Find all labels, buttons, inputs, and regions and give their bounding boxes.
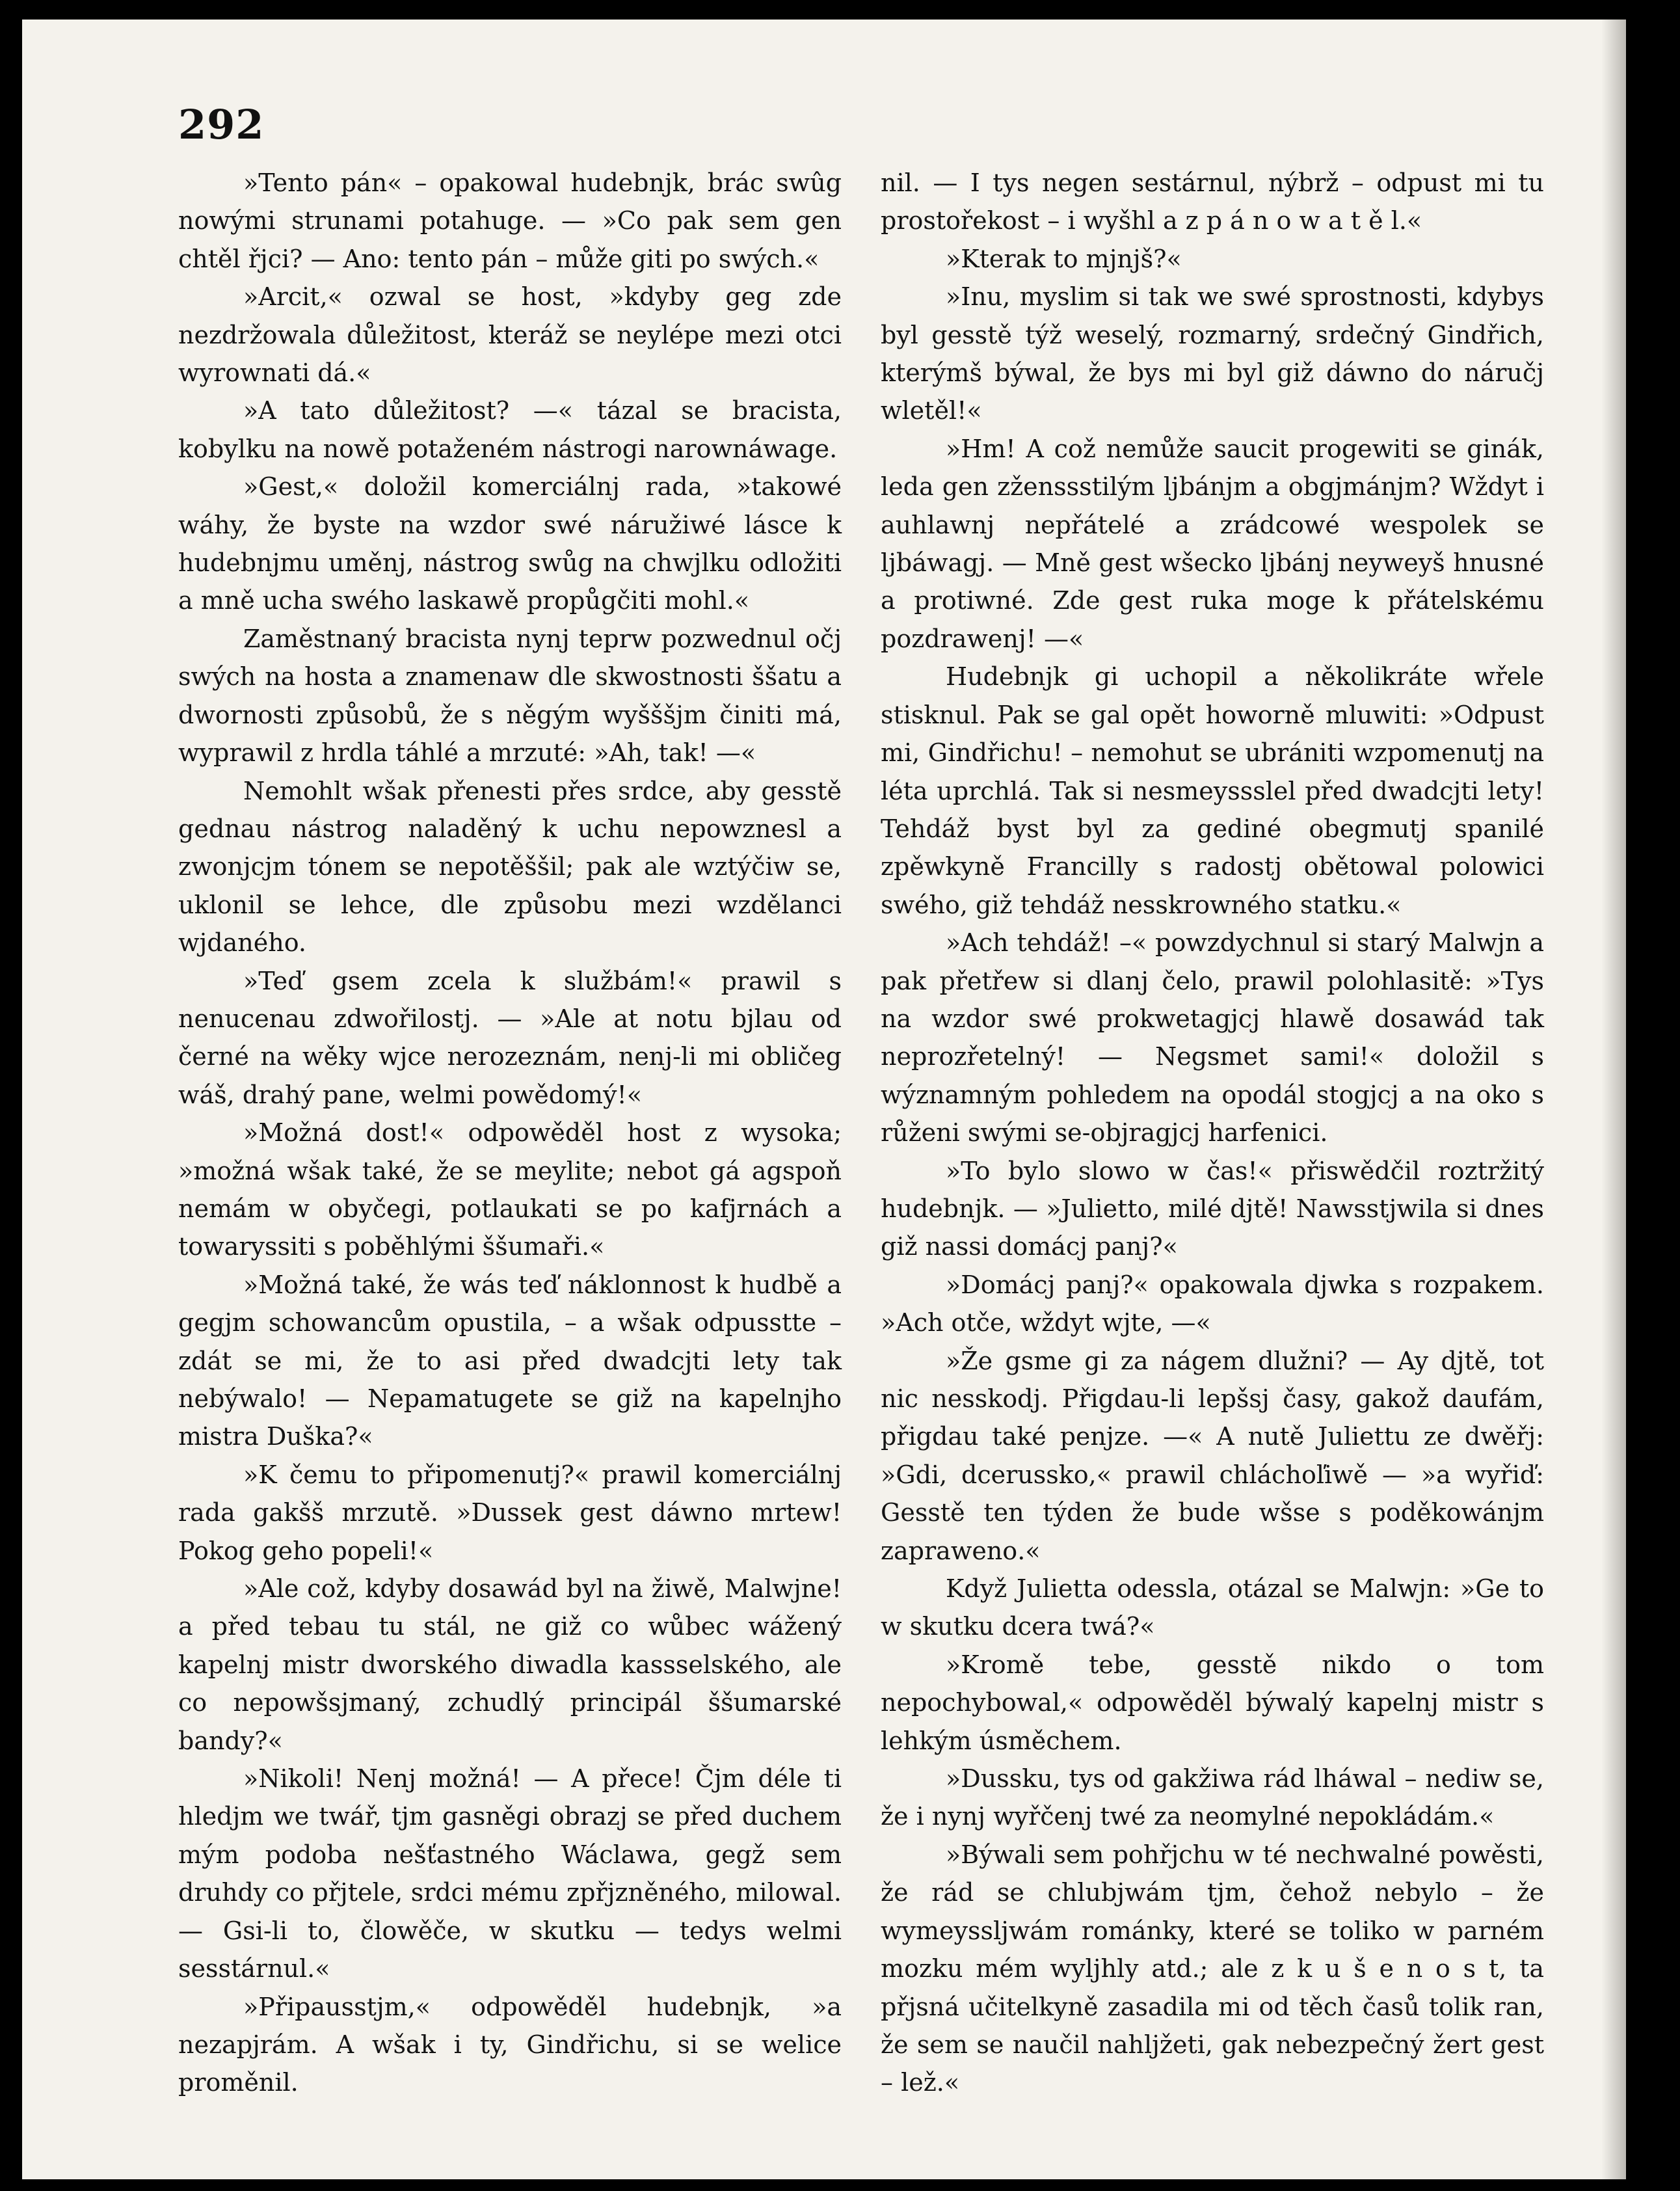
paragraph: »Nikoli! Nenj možná! — A přece! Čjm déle ti hledjm we twář, tjm gasněgi obrazj se před duchem mým podoba nešťastného Wáclawa, gegž sem druhdy co přjtele, srdci mému zpřjzněného, milowal. — Gsi-li to, člowěče, w skutku — tedys welmi sesstárnul.« [178,1764,842,1983]
paragraph: »A tato důležitost? —« tázal se bracista, kobylku na nowě potaženém nástrogi narownáwage. [178,396,842,463]
paragraph: »To bylo slowo w čas!« přiswědčil roztržitý hudebnjk. — »Julietto, milé djtě! Nawsstjwila si dnes giž nassi domácj panj?« [881,1156,1544,1261]
paragraph: »Možná dost!« odpowěděl host z wysoka; »možná wšak také, že se meylite; nebot gá agspoň nemám w obyčegi, potlaukati se po kafjrnách a towaryssiti s poběhlými ššumaři.« [178,1118,842,1261]
paragraph: »Arcit,« ozwal se host, »kdyby geg zde nezdržowala důležitost, kteráž se neylépe mezi otci wyrownati dá.« [178,282,842,388]
paragraph: »Dussku, tys od gakžiwa rád lháwal – nediw se, že i nynj wyřčenj twé za neomylné nepokládám.« [881,1764,1544,1831]
paragraph-continued: nil. — I tys negen sestárnul, nýbrž – odpust mi tu prostořekost – i wyšhl a z p á n o w a t ě l.« [881,168,1544,235]
paragraph: »Domácj panj?« opakowala djwka s rozpakem. »Ach otče, wždyt wjte, —« [881,1270,1544,1337]
paragraph: Zaměstnaný bracista nynj teprw pozwednul očj swých na hosta a znamenaw dle skwostnosti ššatu a dwornosti způsobů, že s něgým wyšššjm činiti má, wyprawil z hrdla táhlé a mrzuté: »Ah, tak! —« [178,624,842,768]
paragraph: »Hm! A což nemůže saucit progewiti se ginák, leda gen zženssstilým ljbánjm a obgjmánjm? Wždyt i auhlawnj nepřátelé a zrádcowé wespolek se ljbáwagj. — Mně gest wšecko ljbánj neyweyš hnusné a protiwné. Zde gest ruka moge k přátelskému pozdrawenj! —« [881,434,1544,653]
paragraph: »Kromě tebe, gesstě nikdo o tom nepochybowal,« odpowěděl býwalý kapelnj mistr s lehkým úsměchem. [881,1650,1544,1755]
paragraph: »Býwali sem pohřjchu w té nechwalné powěsti, že rád se chlubjwám tjm, čehož nebylo – že wymeyssljwám románky, které se toliko w parném mozku mém wyljhly atd.; ale z k u š e n o s t, ta přjsná učitelkyně zasadila mi od těch časů tolik ran, že sem se naučil nahljžeti, gak nebezpečný žert gest – lež.« [881,1840,1544,2097]
paragraph: Když Julietta odessla, otázal se Malwjn: »Ge to w skutku dcera twá?« [881,1574,1544,1641]
page-number: 292 [178,101,265,148]
paragraph: »Že gsme gi za nágem dlužni? — Ay djtě, tot nic nesskodj. Přigdau-li lepšsj časy, gakož daufám, přigdau také penjze. —« A nutě Juliettu ze dwěřj: »Gdi, dcerussko,« prawil chláchoľiwě — »a wyřiď: Gesstě ten týden že bude wšse s poděkowánjm zaprawenо.« [881,1346,1544,1565]
paragraph: Hudebnjk gi uchopil a několikráte wřele stisknul. Pak se gal opět howorně mluwiti: »Odpust mi, Gindřichu! – nemohut se ubrániti wzpomenutj na léta uprchlá. Tak si nesmeyssslel před dwadcjti lety! Tehdáž byst byl za gediné obegmutj spanilé zpěwkyně Francilly s radostj obětowal polowici swého, giž tehdáž nesskrowného statku.« [881,662,1544,919]
paragraph: »Inu, myslim si tak we swé sprostnosti, kdybys byl gesstě týž weselý, rozmarný, srdečný Gindřich, kterýmš býwal, že bys mi byl giž dáwno do náručj wletěl!« [881,282,1544,425]
paragraph: »Ale což, kdyby dosawád byl na žiwě, Malwjne! a před tebau tu stál, ne giž co wůbec wážený kapelnj mistr dworského diwadla kassselského, ale co nepowšsjmaný, zchudlý principál ššumarské bandy?« [178,1574,842,1755]
right-column [881,164,1544,2102]
paragraph: »Kterak to mjnjš?« [946,244,1182,273]
left-column [178,164,842,2102]
paragraph: »K čemu to připomenutj?« prawil komerciálnj rada gakšš mrzutě. »Dussek gest dáwno mrtew! Pokog geho popeli!« [178,1460,842,1565]
paragraph: »Možná také, že wás teď náklonnost k hudbě a gegjm schowancům opustila, – a wšak odpusstte – zdát se mi, že to asi před dwadcjti lety tak nebýwalo! — Nepamatugete se giž na kapelnjho mistra Duška?« [178,1270,842,1451]
paragraph: »Ach tehdáž! –« powzdychnul si starý Malwjn a pak přetřew si dlanj čelo, prawil polohlasitě: »Tys na wzdor swé prokwetagjcj hlawě dosawád tak neprozřetelný! — Negsmet sami!« doložil s wýznamným pohledem na opodál stogjcj a na oko s růženi swými se-objragjcj harfenici. [881,928,1544,1148]
book-page [22,20,1626,2179]
paragraph: »Teď gsem zcela k službám!« prawil s nenucenau zdwořilostj. — »Ale at notu bjlau od černé na wěky wjce nerozeznám, nenj-li mi obličeg wáš, drahý pane, welmi powědomý!« [178,966,842,1109]
paragraph: »Tento pán« – opakowal hudebnjk, brác swûg nowými strunami potahuge. — »Co pak sem gen chtěl řjci? — Ano: tento pán – může giti po swých.« [178,168,842,273]
paragraph: »Gest,« doložil komerciálnj rada, »takowé wáhy, že byste na wzdor swé náružiwé lásce k hudebnjmu uměnj, nástrog swůg na chwjlku odložiti a mně ucha swého laskawě propůgčiti mohl.« [178,472,842,615]
paragraph: »Připausstjm,« odpowěděl hudebnjk, »a nezapjrám. A wšak i ty, Gindřichu, si se welice proměnil. [178,1992,842,2097]
paragraph: Nemohlt wšak přenesti přes srdce, aby gesstě gednau nástrog naladěný k uchu nepowznesl a zwonjcjm tónem se nepotěššil; pak ale wztýčiw se, uklonil se lehce, dle způsobu mezi wzdělanci wjdaného. [178,776,842,958]
